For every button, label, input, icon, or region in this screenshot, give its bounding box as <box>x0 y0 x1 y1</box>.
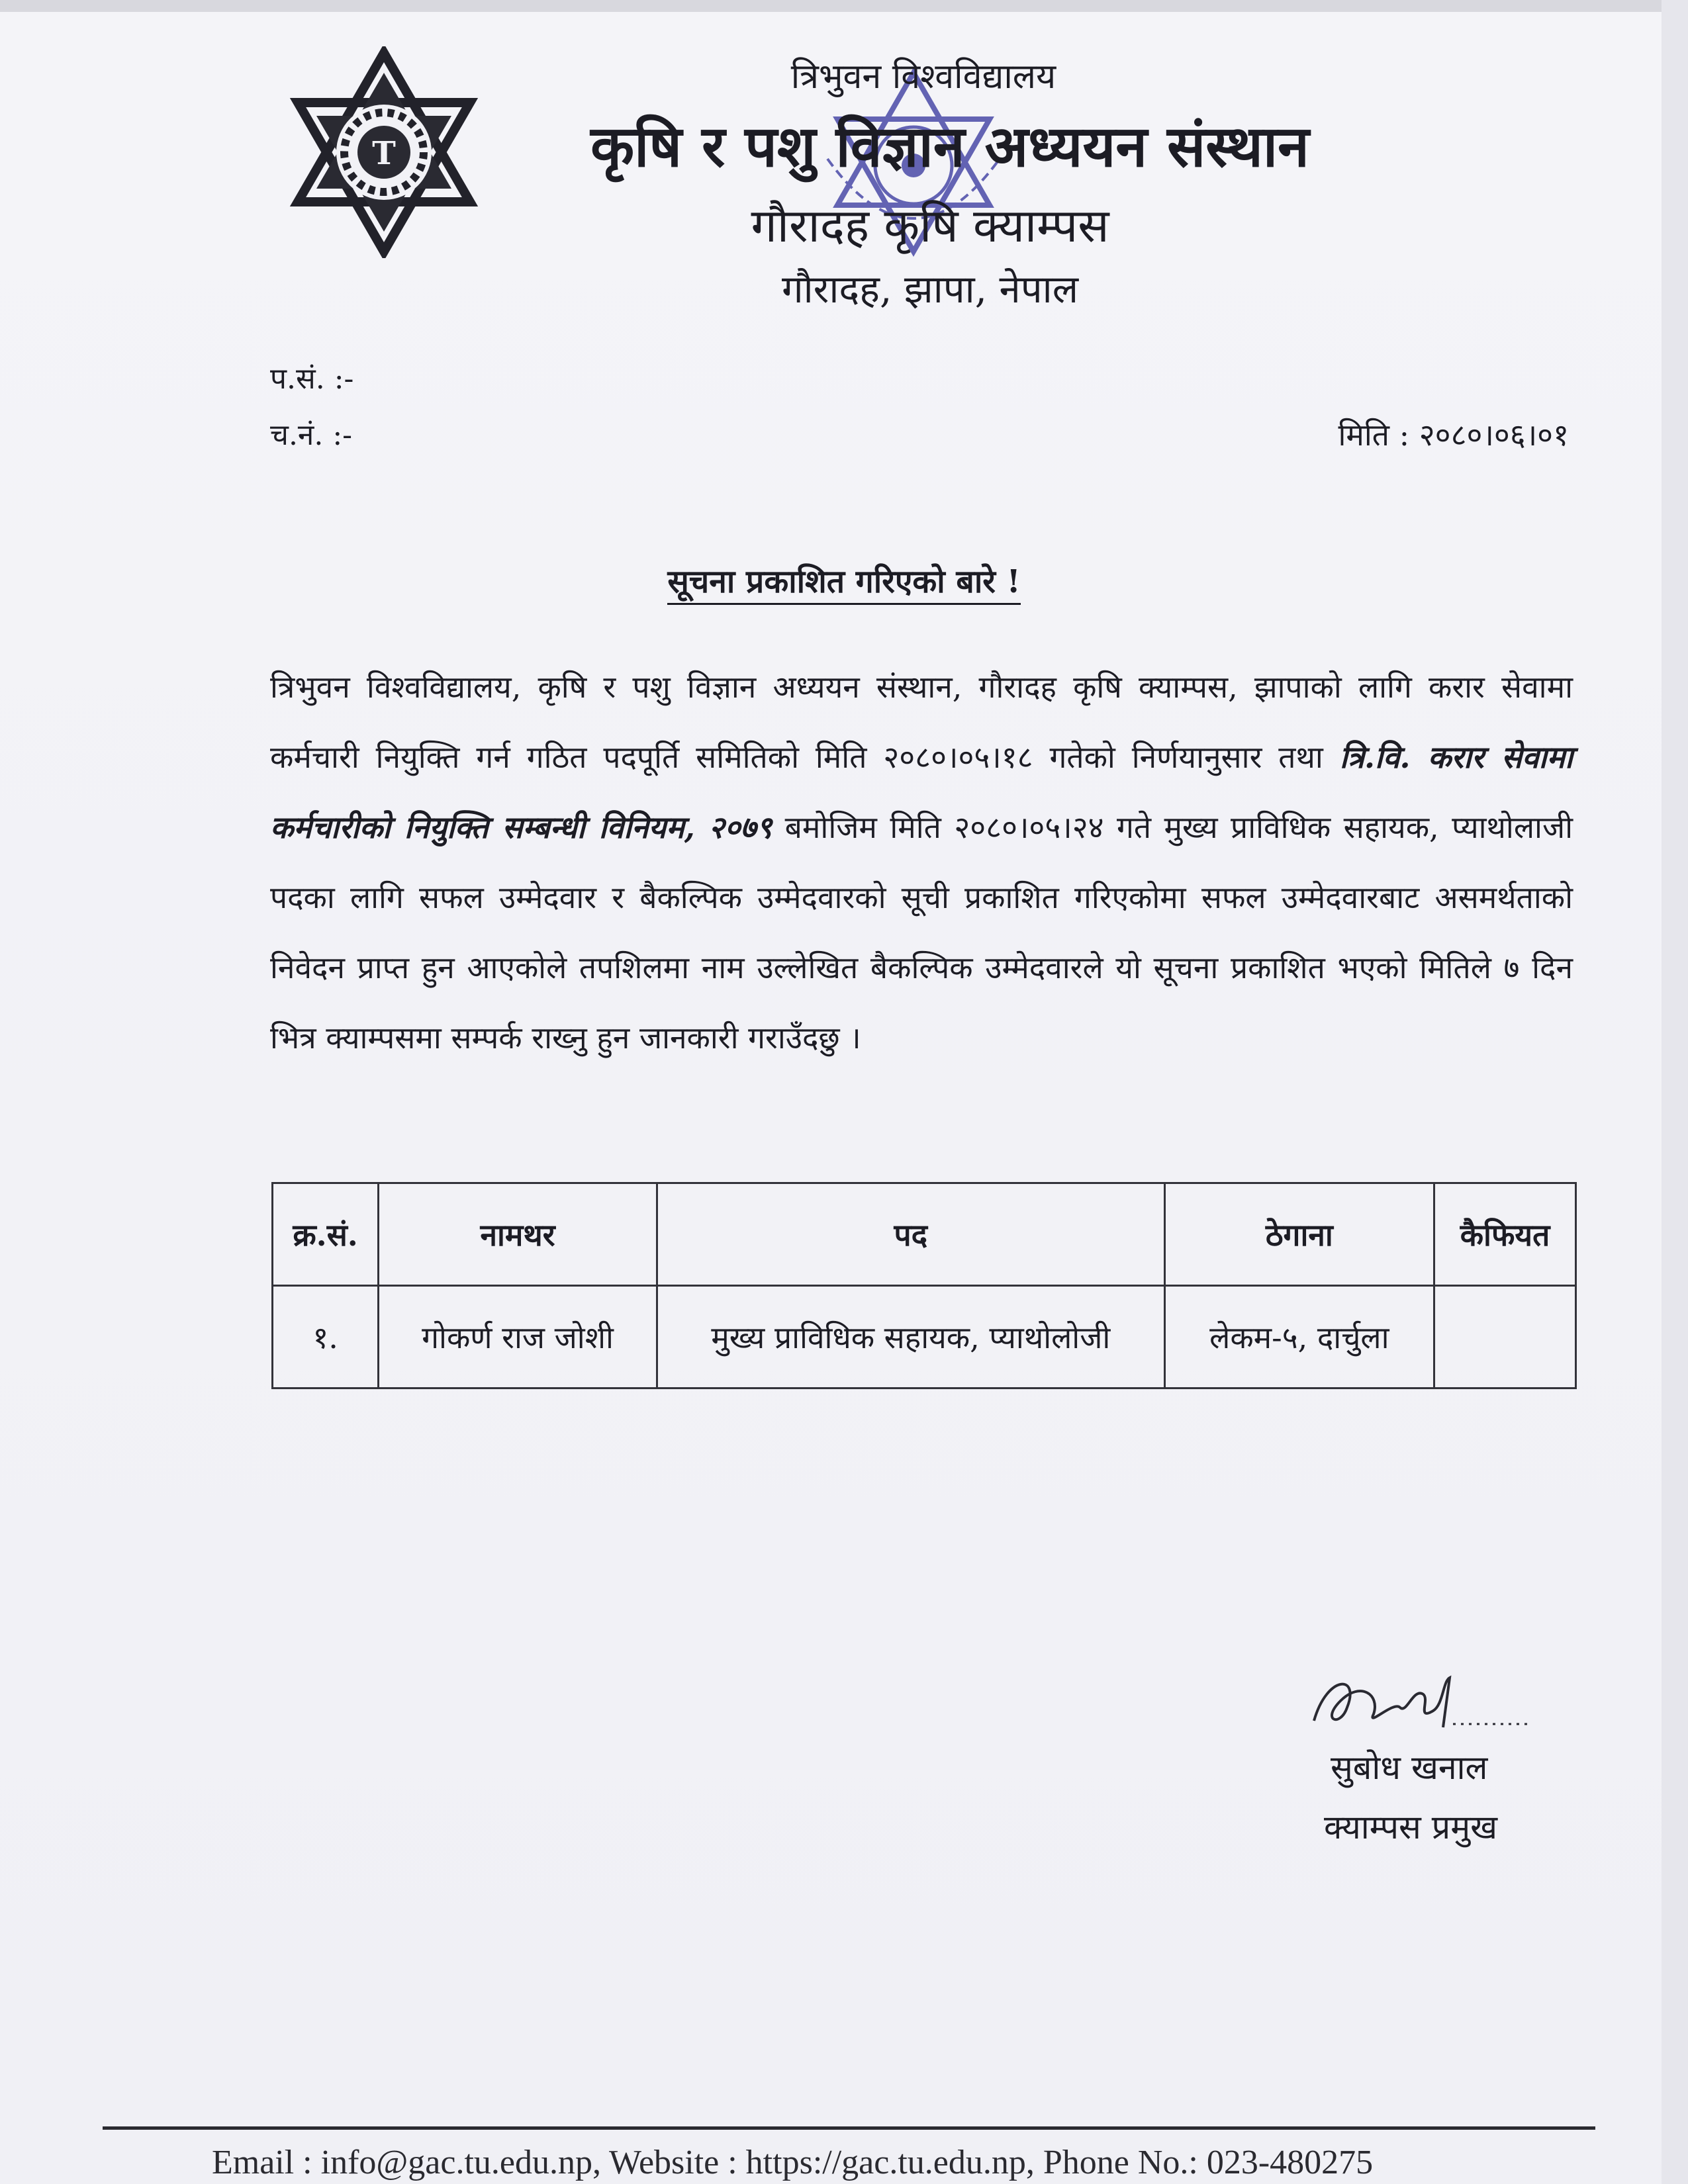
table-header-row <box>273 1183 1576 1286</box>
campus-address: गौरादह, झापा, नेपाल <box>781 267 1079 312</box>
cell-name: गोकर्ण राज जोशी <box>379 1286 657 1388</box>
notice-body <box>270 652 1573 1073</box>
reference-number: प.सं. :- <box>270 362 354 396</box>
scan-right-edge <box>1662 0 1688 2184</box>
notice-subject-text: सूचना प्रकाशित गरिएको बारे ! <box>667 563 1020 605</box>
candidate-table <box>271 1182 1577 1389</box>
cell-post: मुख्य प्राविधिक सहायक, प्याथोलोजी <box>657 1286 1164 1388</box>
signatory-title: क्याम्पस प्रमुख <box>1324 1808 1497 1846</box>
table-row <box>273 1286 1576 1388</box>
dispatch-number: च.नं. :- <box>270 418 353 452</box>
col-header-name: नामथर <box>379 1183 657 1286</box>
notice-body-part2: बमोजिम मिति २०८०।०५।२४ गते मुख्य प्राविधिक सहायक, प्याथोलाजी पदका लागि सफल उम्मेदवार र बैकल्पिक उम्मेदवारको सूची प्रकाशित गरिएकोमा सफल उम्मेदवारबाट असमर्थताको निवेदन प्राप्त हुन आएकोले तपशिलमा नाम उल्लेखित बैकल्पिक उम्मेदवारले यो सूचना प्रकाशित भएको मितिले ७ दिन भित्र क्याम्पसमा सम्पर्क राख्नु हुन जानकारी गराउँदछु । <box>270 809 1573 1056</box>
campus-name: गौरादह कृषि क्याम्पस <box>751 199 1109 253</box>
svg-text:T: T <box>372 135 396 172</box>
col-header-remarks: कैफियत <box>1434 1183 1576 1286</box>
regulation-name: त्रि.वि. करार सेवामा कर्मचारीको नियुक्ति सम्बन्धी विनियम, २०७९ <box>270 739 1573 845</box>
scan-top-edge <box>0 0 1688 12</box>
cell-remarks <box>1434 1286 1576 1388</box>
university-name: त्रिभुवन विश्वविद्यालय <box>790 57 1056 97</box>
notice-body-part1: त्रिभुवन विश्वविद्यालय, कृषि र पशु विज्ञान अध्ययन संस्थान, गौरादह कृषि क्याम्पस, झापाको लागि करार सेवामा कर्मचारी नियुक्ति गर्न गठित पदपूर्ति समितिको मिति २०८०।०५।१८ गतेको निर्णयानुसार तथा <box>270 669 1573 775</box>
handwritten-signature-icon <box>1301 1661 1539 1741</box>
notice-subject <box>0 559 1688 602</box>
cell-address: लेकम-५, दार्चुला <box>1164 1286 1434 1388</box>
col-header-post: पद <box>657 1183 1164 1286</box>
letter-date: मिति : २०८०।०६।०१ <box>1338 417 1569 453</box>
col-header-address: ठेगाना <box>1164 1183 1434 1286</box>
institute-name: कृषि र पशु विज्ञान अध्ययन संस्थान <box>590 113 1309 180</box>
footer-divider <box>103 2126 1595 2130</box>
footer-contact: Email : info@gac.tu.edu.np, Website : https://gac.tu.edu.np, Phone No.: 023-480275 <box>212 2144 1374 2181</box>
col-header-serial: क्र.सं. <box>273 1183 379 1286</box>
signatory-name: सुबोध खनाल <box>1331 1749 1488 1787</box>
cell-serial: १. <box>273 1286 379 1388</box>
